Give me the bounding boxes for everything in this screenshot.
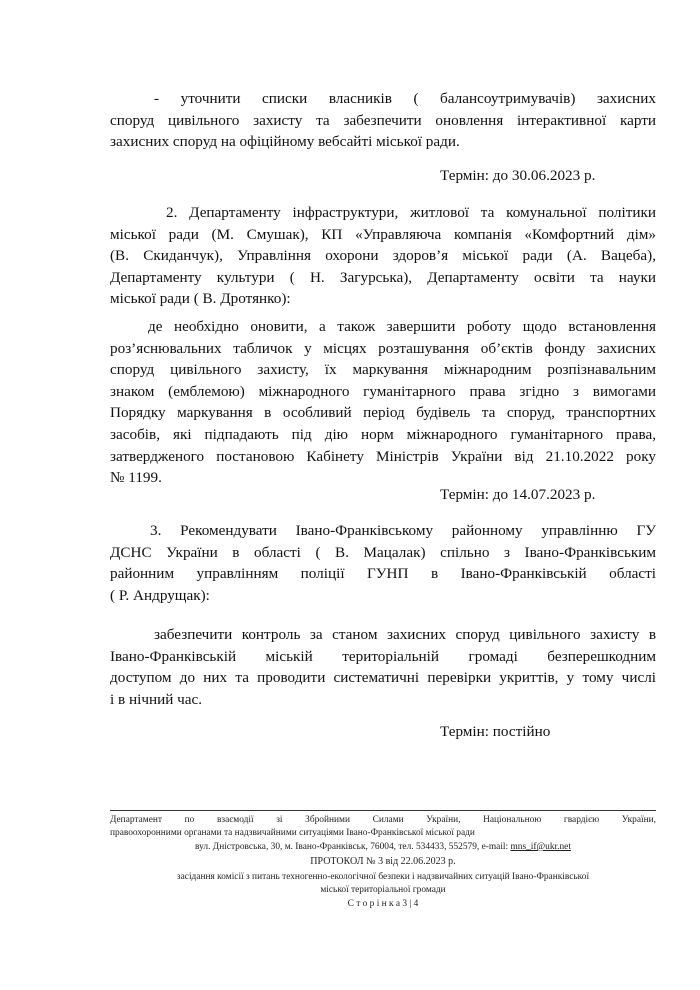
item-2-heading [110, 202, 656, 310]
paragraph-line: Порядку маркування в особливий період будівель та споруд, транспортних [110, 404, 656, 422]
item-2-body [110, 316, 656, 489]
paragraph-line: ( Р. Андрущак): [110, 586, 210, 604]
paragraph-line: знаком (емблемою) міжнародного гуманітарного права згідно з вимогами [110, 382, 656, 400]
deadline-term: Термін: до 14.07.2023 р. [440, 486, 596, 503]
footer-address [110, 841, 656, 854]
paragraph-line: доступом до них та проводити систематичні перевірки укриттів, у тому числі [110, 669, 656, 687]
paragraph-line: 2. Департаменту інфраструктури, житлової та комунальної політики [166, 204, 656, 221]
paragraph-line: ДСНС України в області ( В. Мацалак) спільно з Івано-Франківським [110, 543, 656, 561]
paragraph-line: міської ради (М. Смушак), КП «Управляюча компанія «Комфортний дім» [110, 225, 656, 243]
paragraph-line: роз’яснювальних табличок у місцях розташування об’єктів фонду захисних [110, 339, 656, 357]
paragraph-line: (В. Скиданчук), Управління охорони здоров’я міської ради (А. Вацеба), [110, 247, 656, 265]
paragraph-line: Івано-Франківській міській територіальній громаді безперешкодним [110, 647, 656, 665]
paragraph-line: забезпечити контроль за станом захисних споруд цивільного захисту в [154, 626, 656, 643]
paragraph-line: - уточнити списки власників ( балансоутримувачів) захисних [154, 90, 656, 107]
paragraph-line: засобів, які підпадають під дію норм міжнародного гуманітарного права, [110, 425, 656, 443]
deadline-term: Термін: постійно [440, 723, 551, 740]
footer-page-number: С т о р і н к а 3 | 4 [347, 899, 419, 909]
footer-meeting-cont: міської територіальної громади [320, 885, 446, 895]
footer-protocol: ПРОТОКОЛ № 3 від 22.06.2023 р. [310, 856, 456, 867]
paragraph-line: 3. Рекомендувати Івано-Франківському районному управлінню ГУ [150, 522, 656, 539]
item-3-heading [110, 520, 656, 606]
footer-meeting: засідання комісії з питань техногенно-екологічної безпеки і надзвичайних ситуацій Івано-Франківської [176, 872, 590, 882]
footer-divider [110, 810, 656, 811]
paragraph-line: районним управлінням поліції ГУНП в Івано-Франківській області [110, 565, 656, 583]
item-3-body [110, 624, 656, 710]
footer-department: Департамент по взаємодії зі Збройними Силами України, Національною гвардією України, [110, 815, 656, 825]
paragraph-line: де необхідно оновити, а також завершити роботу щодо встановлення [148, 318, 656, 335]
paragraph-line: міської ради ( В. Дротянко): [110, 290, 291, 308]
paragraph-line: Департаменту культури ( Н. Загурська), Департаменту освіти та науки [110, 268, 656, 286]
paragraph-line: захисних споруд на офіційному вебсайті міської ради. [110, 133, 460, 151]
deadline-term: Термін: до 30.06.2023 р. [440, 167, 596, 184]
bullet-paragraph [110, 88, 656, 153]
paragraph-line: затвердженого постановою Кабінету Міністрів України від 21.10.2022 року [110, 447, 656, 465]
footer-address-text: вул. Дністровська, 30, м. Івано-Франківськ, 76004, тел. 534433, 552579, e-mail: [195, 842, 511, 852]
paragraph-line: споруд цивільного захисту, їх маркування міжнародним розпізнавальним [110, 361, 656, 379]
page-footer [110, 810, 656, 914]
footer-department-cont: правоохоронними органами та надзвичайними ситуаціями Івано-Франківської міської ради [110, 828, 475, 838]
paragraph-line: і в нічний час. [110, 690, 203, 708]
footer-email-link[interactable]: mns_if@ukr.net [510, 842, 571, 852]
paragraph-line: № 1199. [110, 469, 162, 487]
paragraph-line: споруд цивільного захисту та забезпечити оновлення інтерактивної карти [110, 111, 656, 129]
